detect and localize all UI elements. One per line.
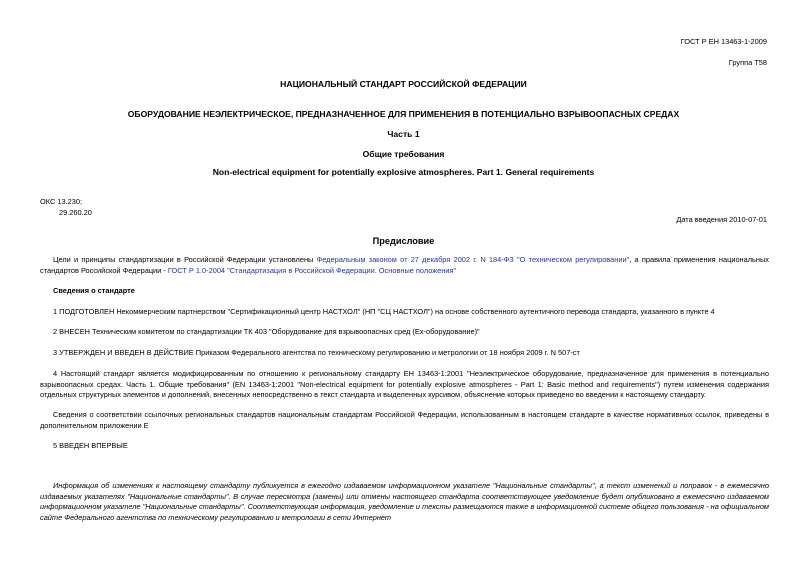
foreword-item-4: 4 Настоящий стандарт является модифицированным по отношению к региональному стандарту ЕН 13463-1:2001 "Неэлектрическое оборудование, предназначенное для применения в потенциально взрывоопасных средах. Часть 1. Общие требования" (EN 13463-1:2001 "Non-electrical equipment for potentially explosive atmospheres - Part 1: Basic method and requirements") путем изменения содержания отдельных структурных элементов и дополнений, внесенных непосредственно в текст стандарта и выделенных курсивом, объяснение которых приведено во введении к настоящему стандарту. — [40, 369, 769, 400]
foreword-heading: Предисловие — [372, 236, 435, 246]
document-title: ОБОРУДОВАНИЕ НЕЭЛЕКТРИЧЕСКОЕ, ПРЕДНАЗНАЧЕННОЕ ДЛЯ ПРИМЕНЕНИЯ В ПОТЕНЦИАЛЬНО ВЗРЫВООПАСНЫХ СРЕДАХ — [127, 109, 680, 119]
group-label: Группа Т58 — [728, 58, 767, 67]
about-standard-heading: Сведения о стандарте — [53, 286, 135, 295]
foreword-intro — [40, 255, 769, 276]
federal-law-link[interactable]: Федеральным законом от 27 декабря 2002 г. N 184-ФЗ "О техническом регулировании" — [316, 255, 630, 264]
document-subtitle: Общие требования — [362, 149, 445, 159]
foreword-item-5: 5 ВВЕДЕН ВПЕРВЫЕ — [53, 441, 128, 450]
english-title: Non-electrical equipment for potentially explosive atmospheres. Part 1. General requirements — [212, 167, 595, 177]
foreword-item-1: 1 ПОДГОТОВЛЕН Некоммерческим партнерством "Сертификационный центр НАСТХОЛ" (НП "СЦ НАСТХОЛ") на основе собственного аутентичного перевода стандарта, указанного в пункте 4 — [53, 307, 715, 316]
part-number: Часть 1 — [387, 129, 420, 139]
foreword-item-2: 2 ВНЕСЕН Техническим комитетом по стандартизации ТК 403 "Оборудование для взрывоопасных сред (Ex-оборудование)" — [53, 327, 480, 336]
effective-date: Дата введения 2010-07-01 — [676, 215, 767, 224]
gost-r-link[interactable]: ГОСТ Р 1.0-2004 "Стандартизация в Российской Федерации. Основные положения" — [167, 265, 457, 275]
oks-code-line1: ОКС 13.230; — [40, 197, 83, 206]
foreword-item-3: 3 УТВЕРЖДЕН И ВВЕДЕН В ДЕЙСТВИЕ Приказом Федерального агентства по техническому регулированию и метрологии от 18 ноября 2009 г. N 507-ст — [53, 348, 580, 357]
gost-number: ГОСТ Р ЕН 13463-1-2009 — [680, 37, 767, 46]
changes-notice: Информация об изменениях к настоящему стандарту публикуется в ежегодно издаваемом информационном указателе "Национальные стандарты", а текст изменений и поправок - в ежемесячно издаваемых указателях "Национальные стандарты". В случае пересмотра (замены) или отмены настоящего стандарта соответствующее уведомление будет опубликовано в ежемесячно издаваемом информационном указателе "Национальные стандарты". Соответствующая информация, уведомление и тексты размещаются также в информационной системе общего пользования - на официальном сайте Федерального агентства по техническому регулированию и метрологии в сети Интернет — [40, 481, 769, 523]
intro-text-continued: , а правила применения национальных стандартов Российской Федерации - — [40, 255, 769, 275]
intro-text: Цели и принципы стандартизации в Российской Федерации установлены — [53, 255, 317, 264]
oks-code-line2: 29.260.20 — [59, 208, 92, 217]
standard-type: НАЦИОНАЛЬНЫЙ СТАНДАРТ РОССИЙСКОЙ ФЕДЕРАЦИИ — [280, 79, 527, 89]
references-note: Сведения о соответствии ссылочных региональных стандартов национальным стандартам Российской Федерации, использованным в настоящем стандарте в качестве нормативных ссылок, приведены в дополнительном приложении Е — [40, 410, 769, 430]
